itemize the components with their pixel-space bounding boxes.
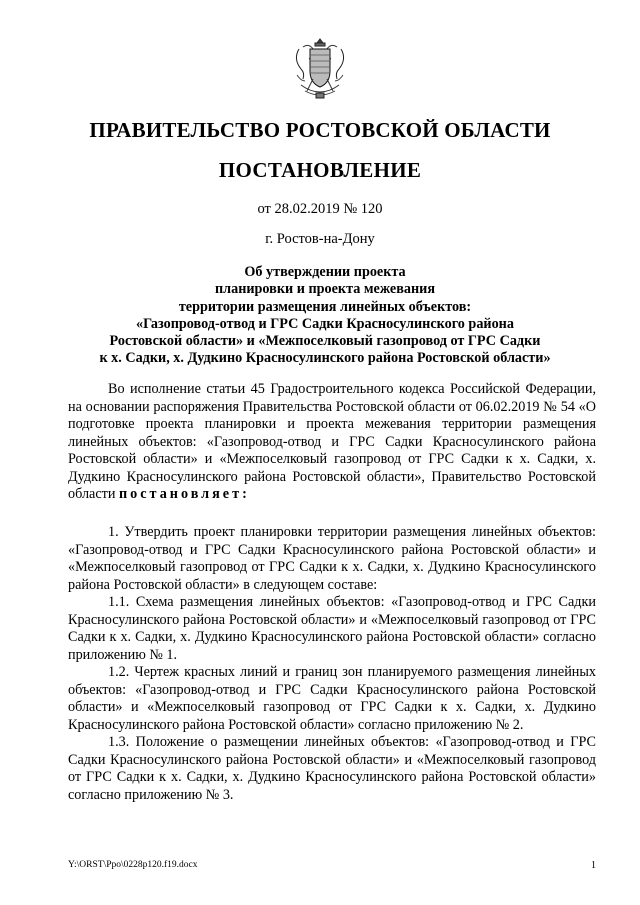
preamble-paragraph bbox=[68, 381, 596, 504]
resolves-word: постановляет: bbox=[118, 486, 250, 502]
preamble-text: Во исполнение статьи 45 Градостроительного кодекса Российской Федерации, на основании распоряжения Правительства Ростовской области от 06.02.2019 № 54 «О подготовке проекта планировки и проекта межевания территории размещения линейных объектов: «Газопровод-отвод и ГРС Садки Красносулинского района Ростовской области» и «Межпоселковый газопровод от ГРС Садки к х. Садки, х. Дудкино Красносулинского района Ростовской области», Правительство Ростовской области bbox=[68, 381, 596, 502]
government-title: ПРАВИТЕЛЬСТВО РОСТОВСКОЙ ОБЛАСТИ bbox=[89, 118, 551, 142]
file-path: Y:\ORST\Ppo\0228p120.f19.docx bbox=[68, 860, 198, 870]
decree-item: 1.3. Положение о размещении линейных объектов: «Газопровод-отвод и ГРС Садки Красносулинского района Ростовской области» и «Межпоселковый газопровод от ГРС Садки к х. Садки, х. Дудкино Красносулинского района Ростовской области» согласно приложению № 3. bbox=[68, 734, 596, 803]
coat-of-arms-icon bbox=[291, 35, 349, 101]
decree-item: 1.1. Схема размещения линейных объектов: «Газопровод-отвод и ГРС Садки Красносулинского района Ростовской области» и «Межпоселковый газопровод от ГРС Садки к х. Садки, х. Дудкино Красносулинского района Ростовской области» согласно приложению № 1. bbox=[68, 594, 596, 663]
city: г. Ростов-на-Дону bbox=[265, 231, 375, 247]
document-type: ПОСТАНОВЛЕНИЕ bbox=[218, 158, 422, 182]
decree-item: 1. Утвердить проект планировки территории размещения линейных объектов: «Газопровод-отвод и ГРС Садки Красносулинского района Ростовской области» и «Межпоселковый газопровод от ГРС Садки к х. Садки, х. Дудкино Красносулинского района Ростовской области» в следующем составе: bbox=[68, 524, 596, 593]
decree-items bbox=[68, 524, 596, 804]
subject-line: планировки и проекта межевания bbox=[214, 281, 436, 298]
preamble bbox=[68, 381, 596, 504]
subject-line: к х. Садки, х. Дудкино Красносулинского района Ростовской области» bbox=[99, 350, 551, 367]
subject-line: территории размещения линейных объектов: bbox=[178, 298, 472, 315]
subject-line: Об утверждении проекта bbox=[244, 264, 406, 280]
document-subject bbox=[60, 264, 590, 368]
page-number: 1 bbox=[591, 860, 596, 871]
subject-line: Ростовской области» и «Межпоселковый газопровод от ГРС Садки bbox=[109, 333, 541, 350]
subject-line: «Газопровод-отвод и ГРС Садки Красносулинского района bbox=[136, 315, 514, 332]
decree-item: 1.2. Чертеж красных линий и границ зон планируемого размещения линейных объектов: «Газопровод-отвод и ГРС Садки Красносулинского района Ростовской области» и «Межпоселковый газопровод от ГРС Садки к х. Садки, х. Дудкино Красносулинского района Ростовской области» согласно приложению № 2. bbox=[68, 664, 596, 733]
date-number: от 28.02.2019 № 120 bbox=[257, 201, 383, 217]
